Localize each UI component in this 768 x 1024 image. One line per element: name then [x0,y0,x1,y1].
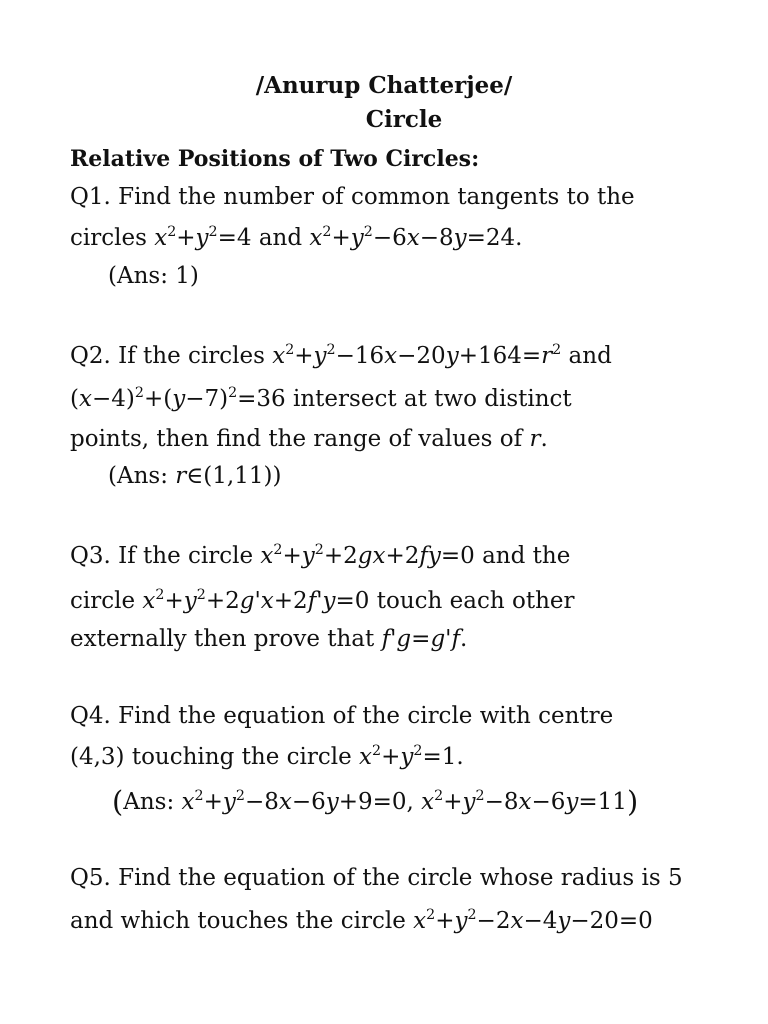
q4-line1: Q4. Find the equation of the circle with centre [70,703,614,729]
q3-line2: circle $x^2+y^2+2g'x+2f'y=0$ touch each other [70,586,575,614]
q2-answer: (Ans: r∈(1,11)) [108,463,282,489]
q1-answer: (Ans: 1) [108,263,199,289]
q2-range-text: points, then find the range of values of [70,426,523,452]
q3-circle-text: circle [70,588,136,614]
q5-line1: Q5. Find the equation of the circle whose radius is 5 [70,865,683,891]
q4-line2: (4,3) touching the circle $x^2+y^2=1$. [70,742,464,770]
q1-line1: Q1. Find the number of common tangents to the [70,184,635,210]
q3-text: Q3. If the circle [70,543,254,569]
q2-intersect-text: intersect at two distinct [293,386,572,412]
q2-line2: $(x-4)^2+(y-7)^2=36$ intersect at two distinct [70,384,572,412]
q2-line1: Q2. If the circles $x^2+y^2-16x-20y+164=r^2$ and [70,341,612,369]
topic-title: Circle [365,106,443,133]
q1-circles-text: circles [70,225,147,251]
author-name: /Anurup Chatterjee/ [255,72,513,99]
section-heading: Relative Positions of Two Circles: [70,146,480,172]
q3-and-the: and the [482,543,571,569]
q4-touching-text: (4,3) touching the circle [70,744,352,770]
q2-text: Q2. If the circles [70,343,265,369]
q3-touch-text: touch each other [376,588,575,614]
q1-and: and [258,225,303,251]
q4-answer-prefix: Ans: [123,789,175,815]
q2-line3: points, then find the range of values of r. [70,426,548,452]
q4-answer: (Ans: $x^2+y^2-8x-6y+9=0$, $x^2+y^2-8x-6y=11$) [112,784,639,819]
q1-line2: circles $x^2+y^2=4$ and $x^2+y^2-6x-8y=24$. [70,223,523,251]
q3-line3: externally then prove that f'g=g'f. [70,626,468,652]
q3-line1: Q3. If the circle $x^2+y^2+2gx+2fy=0$ and the [70,541,571,569]
q2-answer-prefix: (Ans: [108,463,168,489]
q2-and: and [568,343,612,369]
q3-prove-text: externally then prove that [70,626,375,652]
q5-touches-text: and which touches the circle [70,908,406,934]
q5-line2: and which touches the circle $x^2+y^2-2x-4y-20=0$ [70,906,653,934]
